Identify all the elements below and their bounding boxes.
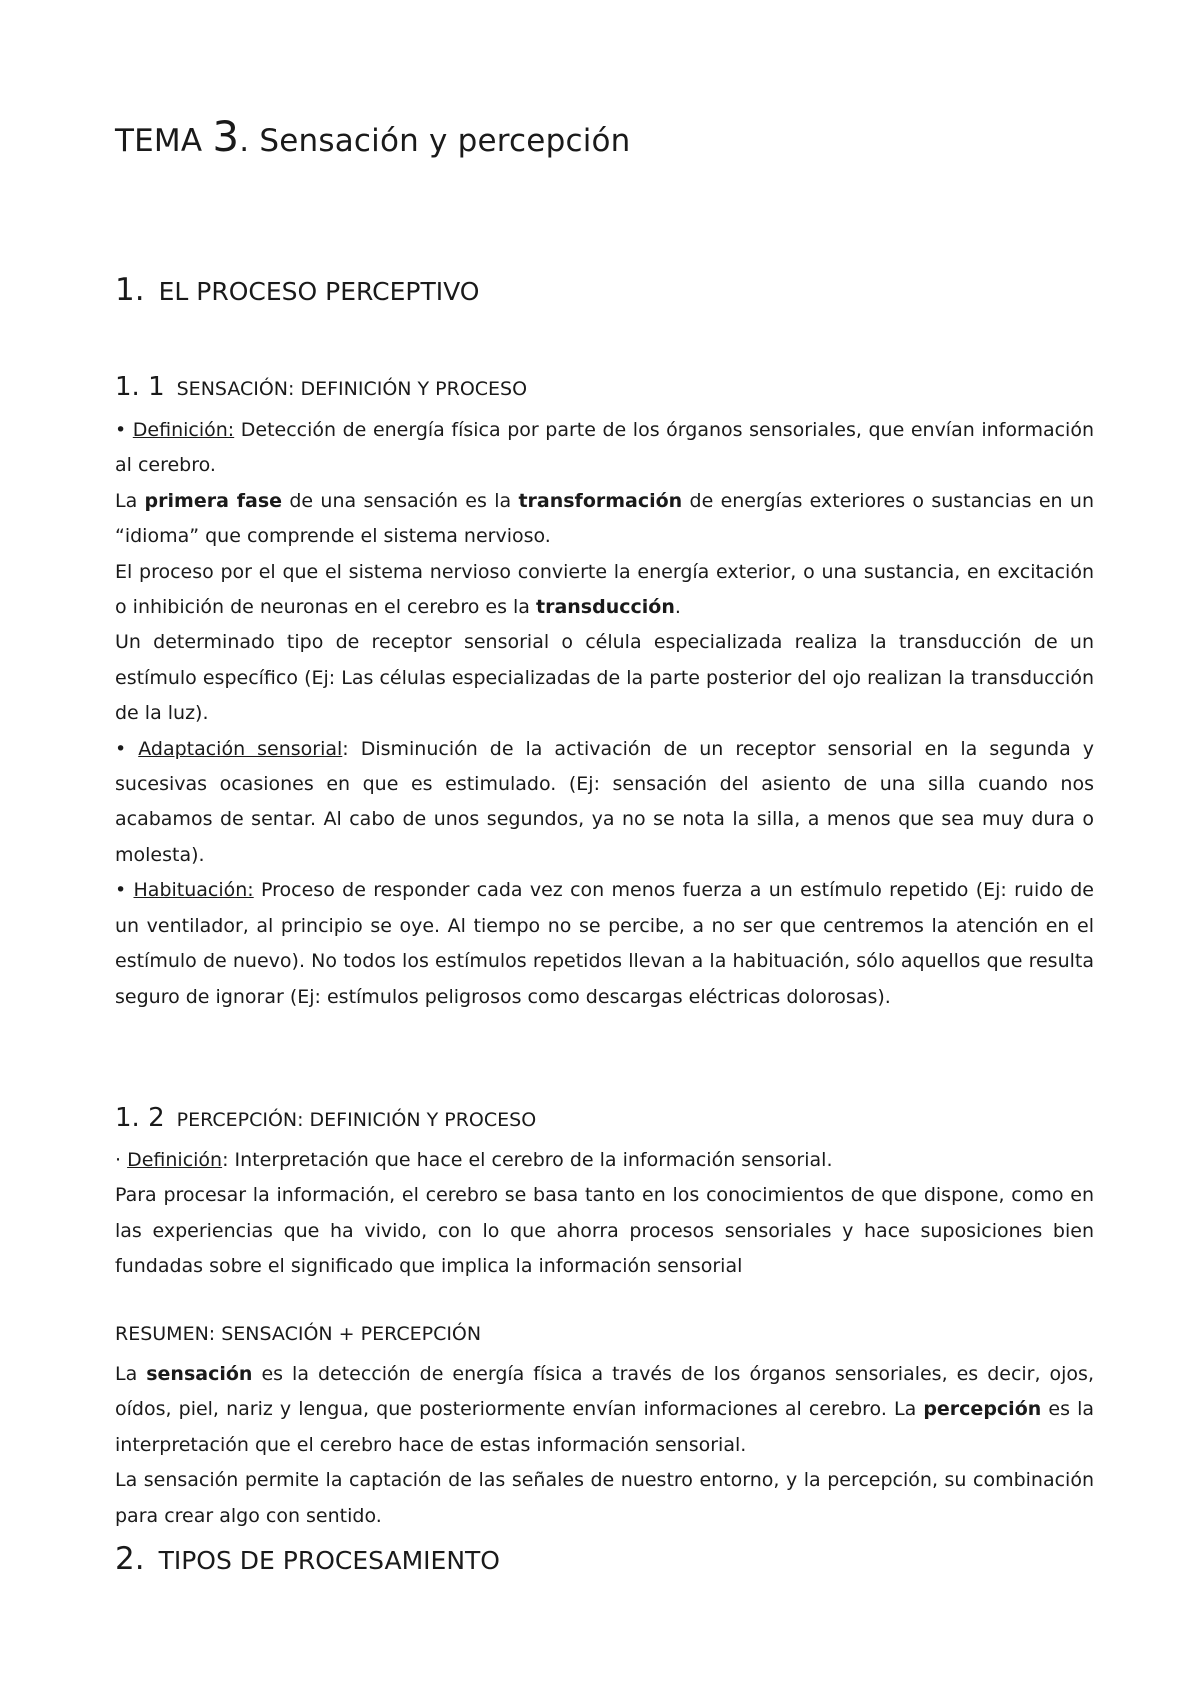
bullet: • — [115, 419, 133, 441]
subsection-label: SENSACIÓN: DEFINICIÓN Y PROCESO — [176, 378, 528, 400]
section-label: EL PROCESO PERCEPTIVO — [158, 277, 480, 306]
bold-transduccion: transducción — [536, 596, 675, 619]
section-number: 2. — [115, 1541, 145, 1577]
section-heading-1 — [115, 272, 479, 308]
section-heading-2 — [115, 1541, 500, 1577]
text-run: La — [115, 1363, 147, 1385]
sensation-content — [115, 413, 1094, 1015]
paragraph-text: : Disminución de la activación de un receptor sensorial en la segunda y sucesivas ocasiones en que es estimulado. (Ej: sensación del asiento de una silla cuando nos acabamos de sentar. Al cabo de unos segundos, ya no se nota la silla, a menos que sea muy dura o molesta). — [115, 737, 1095, 866]
subsection-label: PERCEPCIÓN: DEFINICIÓN Y PROCESO — [176, 1109, 537, 1131]
text-run: . — [674, 596, 681, 619]
bullet: · — [115, 1149, 128, 1171]
bold-transformacion: transformación — [518, 489, 683, 512]
paragraph-primera-fase — [115, 484, 1094, 555]
paragraph-summary-1 — [115, 1357, 1094, 1463]
document-title — [115, 112, 631, 161]
term-definicion: Definición — [127, 1149, 223, 1171]
summary-heading: RESUMEN: SENSACIÓN + PERCEPCIÓN — [115, 1323, 482, 1345]
title-suffix: . Sensación y percepción — [239, 123, 631, 159]
paragraph-definition — [115, 413, 1094, 484]
bullet: • — [115, 879, 134, 902]
subsection-number: 1. 2 — [115, 1103, 165, 1133]
paragraph-procesar: Para procesar la información, el cerebro se basa tanto en los conocimientos de que dispone, como en las experiencias que ha vivido, con lo que ahorra procesos sensoriales y hace suposiciones bien fundadas sobre el significado que implica la información sensorial — [115, 1184, 1094, 1278]
paragraph-habituacion — [115, 873, 1094, 1015]
subsection-heading-1-1 — [115, 372, 527, 402]
paragraph-text: Detección de energía física por parte de los órganos sensoriales, que envían información al cerebro. — [115, 419, 1094, 477]
text-run: La — [115, 489, 145, 512]
paragraph-adaptacion — [115, 732, 1094, 874]
paragraph-summary-2: La sensación permite la captación de las señales de nuestro entorno, y la percepción, su combinación para crear algo con sentido. — [115, 1469, 1094, 1527]
bold-percepcion: percepción — [923, 1398, 1042, 1421]
paragraph-receptor: Un determinado tipo de receptor sensorial o célula especializada realiza la transducción de un estímulo específico (Ej: Las células especializadas de la parte posterior del ojo realizan la transducción de la luz). — [115, 631, 1094, 725]
subsection-heading-1-2 — [115, 1103, 536, 1133]
term-habituacion: Habituación: — [133, 879, 254, 902]
bullet: • — [115, 737, 139, 760]
bold-primera-fase: primera fase — [144, 489, 283, 512]
text-run: es la detección de energía física a través de los órganos sensoriales, es decir, ojos, oídos, piel, nariz y lengua, que posteriormente envían informaciones al cerebro. La — [115, 1363, 1094, 1421]
section-number: 1. — [115, 272, 145, 308]
paragraph-text: : Interpretación que hace el cerebro de la información sensorial. — [222, 1149, 833, 1171]
subsection-number: 1. 1 — [115, 372, 165, 402]
text-run: El proceso por el que el sistema nervioso convierte la energía exterior, o una sustancia, en excitación o inhibición de neuronas en el cerebro es la — [115, 560, 1094, 619]
text-run: es la interpretación que el cerebro hace de estas información sensorial. — [115, 1398, 1094, 1456]
perception-content — [115, 1143, 1094, 1285]
term-definicion: Definición: — [132, 419, 235, 441]
paragraph-definition — [115, 1143, 1094, 1178]
summary-content — [115, 1357, 1094, 1534]
title-prefix: TEMA — [115, 123, 213, 159]
section-label: TIPOS DE PROCESAMIENTO — [158, 1546, 500, 1575]
paragraph-transduccion — [115, 555, 1094, 626]
title-number: 3 — [212, 112, 240, 161]
term-adaptacion: Adaptación sensorial — [138, 737, 343, 760]
text-run: de energías exteriores o sustancias en un “idioma” que comprende el sistema nervioso. — [115, 489, 1094, 548]
paragraph-text: Proceso de responder cada vez con menos fuerza a un estímulo repetido (Ej: ruido de un ventilador, al principio se oye. Al tiempo no se percibe, a no ser que centremos la atención en el estímulo de nuevo). No todos los estímulos repetidos llevan a la habituación, sólo aquellos que resulta seguro de ignorar (Ej: estímulos peligrosos como descargas eléctricas dolorosas). — [115, 879, 1094, 1008]
text-run: de una sensación es la — [282, 489, 519, 512]
bold-sensacion: sensación — [146, 1363, 253, 1385]
